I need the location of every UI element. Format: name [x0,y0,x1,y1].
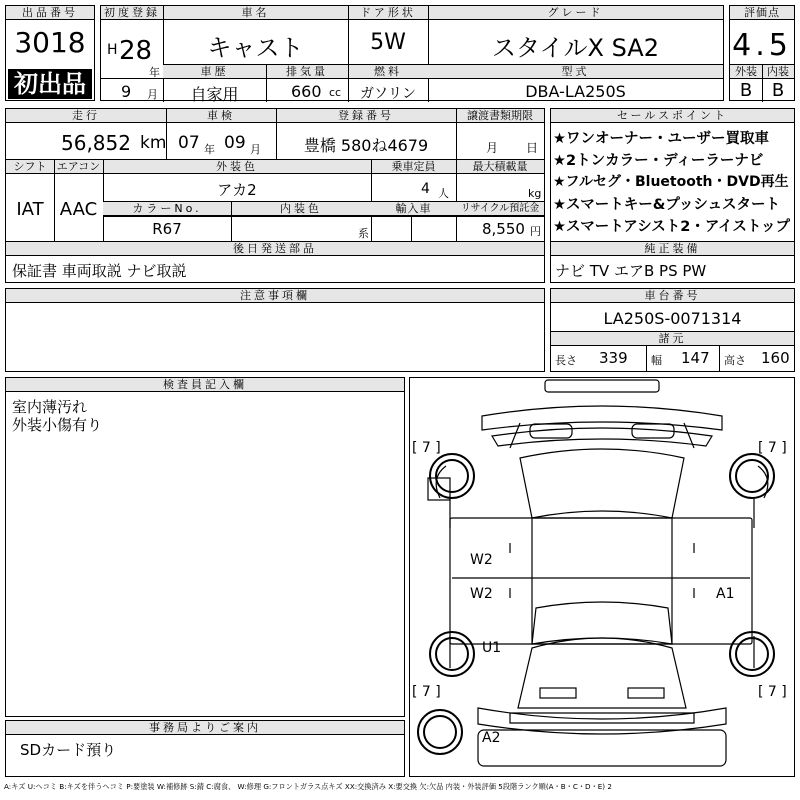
score-box [729,5,795,101]
recycle-label: リサイクル預託金 [460,203,540,214]
month-unit: 月 [147,88,158,101]
int-label: 内装 [767,65,789,78]
damage-mark: U1 [482,640,502,656]
transfer-month: 月 [486,141,499,155]
inspect-month: 09 [224,133,246,153]
mileage: 56,852 [61,131,131,155]
office-label: 事務局よりご案内 [6,721,404,735]
details-box [5,108,545,242]
inspector-label: 検査員記入欄 [6,378,404,392]
era: H [107,42,118,58]
transfer-day: 日 [526,141,539,155]
history-label: 車歴 [200,65,229,78]
chassis-label: 車台番号 [551,289,794,303]
inspect-year-unit: 年 [204,143,215,156]
year-unit: 年 [149,66,160,79]
sales-point: ★スマートアシスト2・アイストップ [553,219,790,235]
damage-mark: A2 [482,730,501,746]
office-note: SDカード預り [20,741,117,759]
plate-label: 登録番号 [338,109,394,122]
int-grade: B [771,80,785,101]
sales-point: ★スマートキー&プッシュスタート [553,197,781,213]
equipment: ナビ TV エアB PS PW [555,262,707,280]
recycle-unit: 円 [530,225,541,238]
ext-label: 外装 [735,65,757,78]
model: DBA-LA250S [525,82,626,101]
chassis-box [550,288,795,372]
notes-box [5,288,545,372]
mileage-unit: km [140,133,167,153]
legend: A:キズ U:ヘコミ B:キズを伴うヘコミ P:要塗装 W:補修跡 S:錆 C:腐食、 W:修理 G:フロントガラス点キズ XX:交換済み X:要交換 欠:欠品 内装・外装評価 5段階ランク順(A・B・C・D・E) 2 [4,782,612,791]
color-label: 外装色 [216,160,258,173]
notes-label: 注意事項欄 [6,289,544,303]
width: 147 [681,349,710,367]
sales-point: ★フルセグ・Bluetooth・DVD再生 [553,174,789,190]
seats-unit: 人 [438,187,449,200]
length-label: 長さ [555,354,577,367]
sales-points-box [550,108,795,242]
door-label: ドア形状 [360,6,416,19]
damage-mark: W2 [470,586,493,602]
inspector-note: 室内薄汚れ [12,398,88,416]
sales-point: ★ワンオーナー・ユーザー買取車 [553,131,769,147]
reg-month: 9 [121,82,132,101]
later-parts-box [5,241,545,283]
inspector-note: 外装小傷有り [12,416,103,434]
color-number: R67 [152,220,182,238]
inspect-label: 車検 [207,109,235,122]
height-label: 高さ [724,354,746,367]
color: アカ2 [217,181,257,199]
disp-unit: cc [329,86,342,99]
shift-label: シフト [13,160,47,173]
later-parts-label: 後日発送部品 [6,242,544,256]
damage-mark: A1 [716,586,735,602]
reg-year: 28 [119,36,153,66]
width-label: 幅 [651,354,662,367]
transfer-label: 譲渡書類期限 [467,109,533,122]
office-box [5,720,405,777]
model-label: 型式 [561,65,590,78]
disp-label: 排気量 [286,65,328,78]
tire-mark: [ 7 ] [412,440,441,456]
vehicle-header [100,5,724,104]
ext-grade: B [739,80,753,101]
first-listing-badge: 初出品 [8,69,92,99]
lot-number: 3018 [14,26,86,59]
plate-number: 豊橋 580ね4679 [303,136,429,155]
ac-label: エアコン [56,160,101,173]
lot-label: 出品番号 [6,6,94,20]
tire-mark: [ 7 ] [412,684,441,700]
inspect-year: 07 [178,133,200,153]
sales-point: ★2トンカラー・ディーラーナビ [553,153,764,169]
history: 自家用 [190,85,239,104]
fuel: ガソリン [360,86,416,102]
car-name: キャスト [207,34,304,62]
load-unit: kg [528,187,542,200]
inspect-month-unit: 月 [250,143,261,156]
length: 339 [599,349,628,367]
later-parts: 保証書 車両取説 ナビ取説 [12,262,187,280]
car-outline-diagram [410,378,794,776]
tire-mark: [ 7 ] [758,684,787,700]
equipment-label: 純正装備 [551,242,794,256]
color-no-label: カラーNo. [132,202,202,215]
recycle-fee: 8,550 [482,220,525,238]
import-label: 輸入車 [395,202,432,215]
seats: 4 [421,181,430,197]
int-color-label: 内装色 [280,202,322,215]
mileage-label: 走行 [72,109,100,122]
tire-mark: [ 7 ] [758,440,787,456]
seats-label: 乗車定員 [391,160,436,173]
grade: スタイルX SA2 [492,34,659,62]
equipment-box [550,241,795,283]
fuel-label: 燃料 [374,65,402,78]
height: 160 [761,349,790,367]
shift: IAT [16,199,44,220]
damage-diagram [409,377,795,777]
score: 4.5 [732,28,792,63]
load-label: 最大積載量 [472,160,528,173]
door-type: 5W [370,30,406,55]
grade-label: グレード [547,6,604,19]
score-label: 評価点 [730,6,794,20]
aircon: AAC [59,199,98,220]
lot-box [5,5,95,101]
specs-label: 諸元 [551,332,794,346]
reg-label: 初度登録 [104,6,160,19]
displacement: 660 [291,82,322,101]
inspector-box [5,377,405,717]
sales-points-label: セールスポイント [551,109,794,123]
damage-mark: W2 [470,552,493,568]
chassis-number: LA250S-0071314 [603,309,742,328]
name-label: 車名 [241,6,270,19]
int-color-unit: 系 [358,227,369,240]
